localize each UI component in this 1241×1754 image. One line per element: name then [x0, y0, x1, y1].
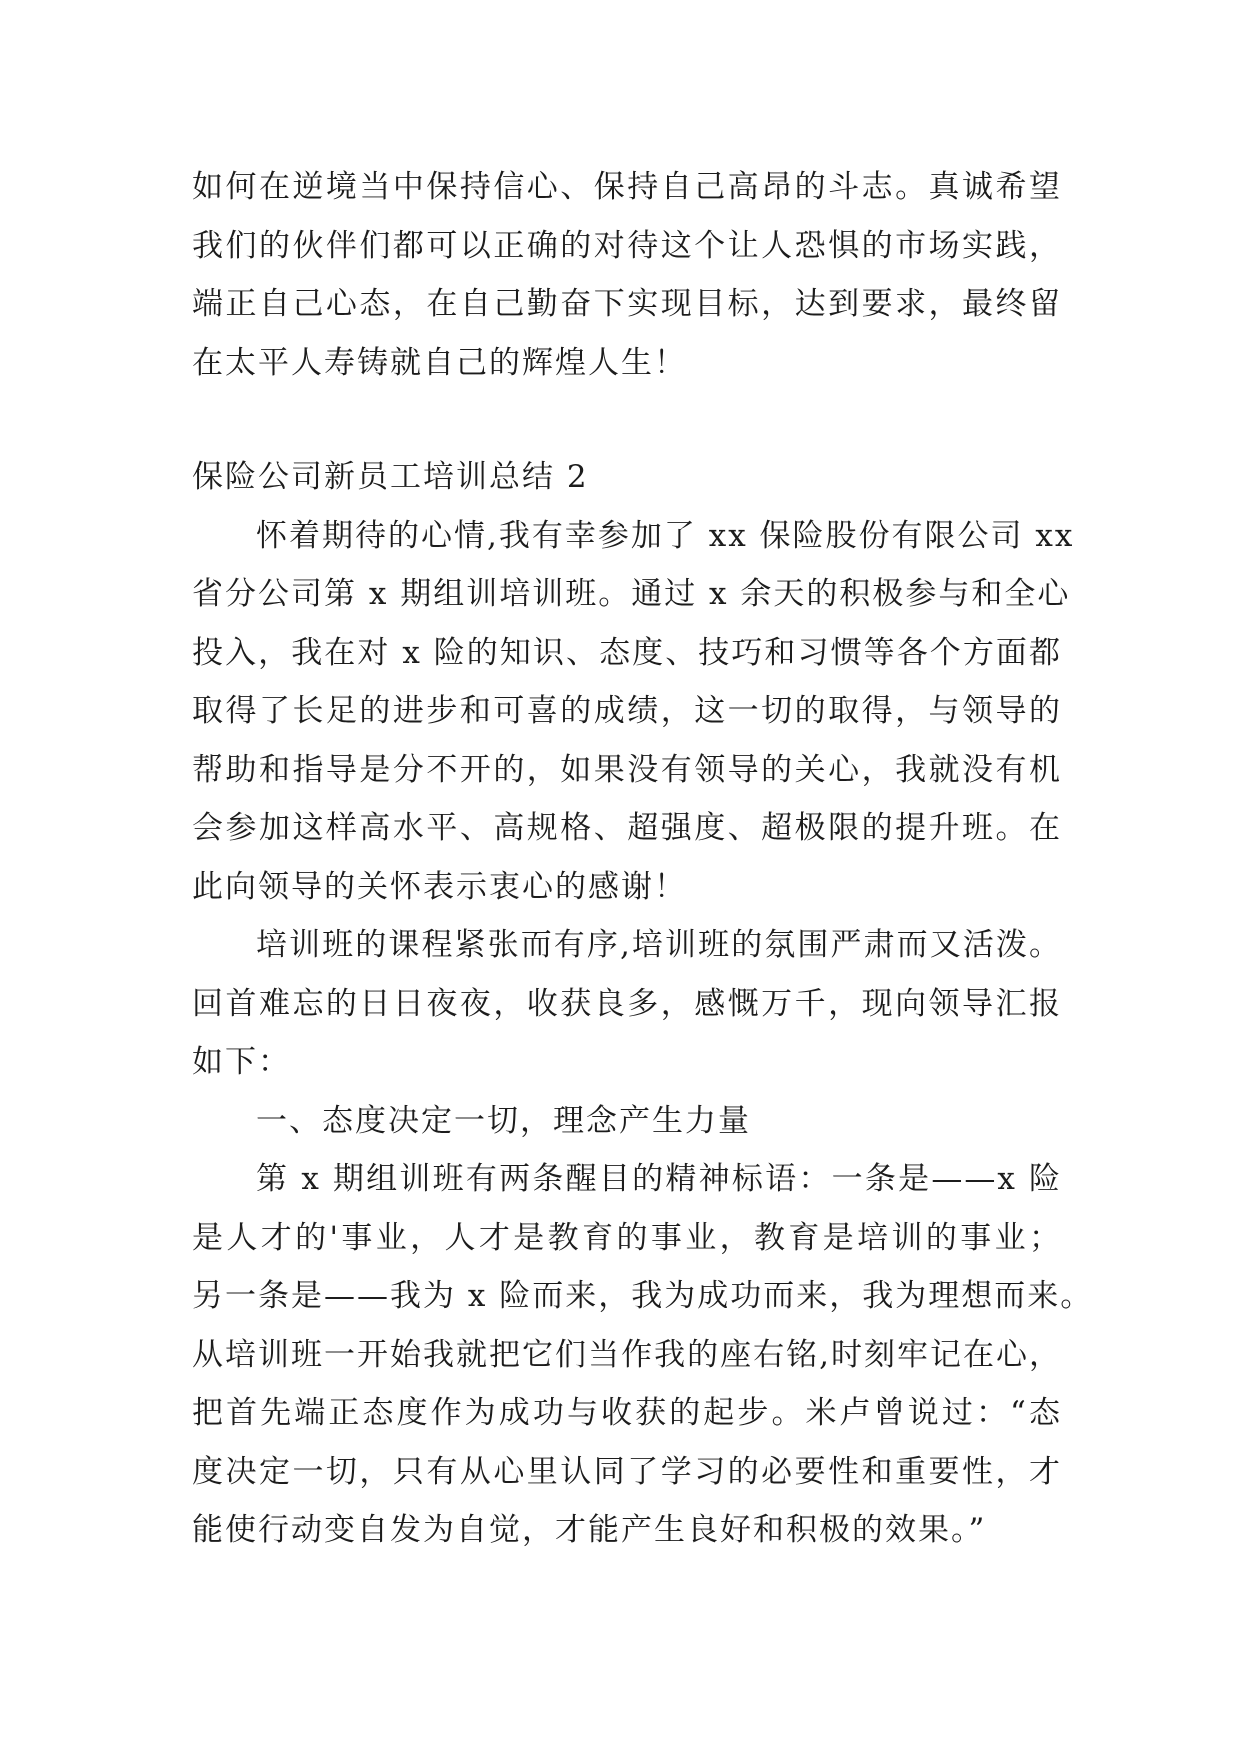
text-line: 另一条是——我为 x 险而来，我为成功而来，我为理想而来。 — [192, 1278, 1094, 1314]
paragraph-1 — [192, 507, 1075, 917]
subheading: 一、态度决定一切，理念产生力量 — [256, 1102, 751, 1139]
text-line: 回首难忘的日日夜夜，收获良多，感慨万千，现向领导汇报 — [192, 985, 1062, 1022]
text-line: 此向领导的关怀表示衷心的感谢！ — [192, 868, 687, 905]
section-title: 保险公司新员工培训总结 2 — [192, 459, 589, 495]
text-line: 度决定一切，只有从心里认同了学习的必要性和重要性，才 — [192, 1453, 1062, 1490]
intro-paragraph — [192, 158, 1062, 392]
text-line: 能使行动变自发为自觉，才能产生良好和积极的效果。” — [192, 1512, 987, 1548]
text-line: 从培训班一开始我就把它们当作我的座右铭,时刻牢记在心， — [192, 1336, 1062, 1373]
paragraph-gap — [192, 392, 1062, 448]
paragraph-3 — [192, 1150, 1094, 1560]
text-line: 在太平人寿铸就自己的辉煌人生！ — [192, 344, 687, 381]
document-body — [192, 158, 1094, 1560]
text-line: 第 x 期组训班有两条醒目的精神标语：一条是——x 险 — [256, 1161, 1062, 1197]
text-line: 我们的伙伴们都可以正确的对待这个让人恐惧的市场实践， — [192, 227, 1062, 264]
text-line: 把首先端正态度作为成功与收获的起步。米卢曾说过：“态 — [192, 1395, 1062, 1431]
paragraph-2 — [192, 916, 1062, 1092]
text-line: 帮助和指导是分不开的，如果没有领导的关心，我就没有机 — [192, 751, 1062, 788]
text-line: 会参加这样高水平、高规格、超强度、超极限的提升班。在 — [192, 810, 1062, 846]
text-line: 端正自己心态，在自己勤奋下实现目标，达到要求，最终留 — [192, 286, 1062, 322]
text-line: 如下： — [192, 1044, 291, 1080]
text-line: 省分公司第 x 期组训培训班。通过 x 余天的积极参与和全心 — [192, 576, 1071, 612]
text-line: 取得了长足的进步和可喜的成绩，这一切的取得，与领导的 — [192, 693, 1062, 729]
text-line: 是人才的'事业，人才是教育的事业，教育是培训的事业； — [192, 1219, 1062, 1256]
text-line: 如何在逆境当中保持信心、保持自己高昂的斗志。真诚希望 — [192, 169, 1062, 205]
text-line: 怀着期待的心情,我有幸参加了 xx 保险股份有限公司 xx — [256, 517, 1075, 554]
text-line: 培训班的课程紧张而有序,培训班的氛围严肃而又活泼。 — [256, 927, 1062, 963]
text-line: 投入，我在对 x 险的知识、态度、技巧和习惯等各个方面都 — [192, 634, 1062, 671]
